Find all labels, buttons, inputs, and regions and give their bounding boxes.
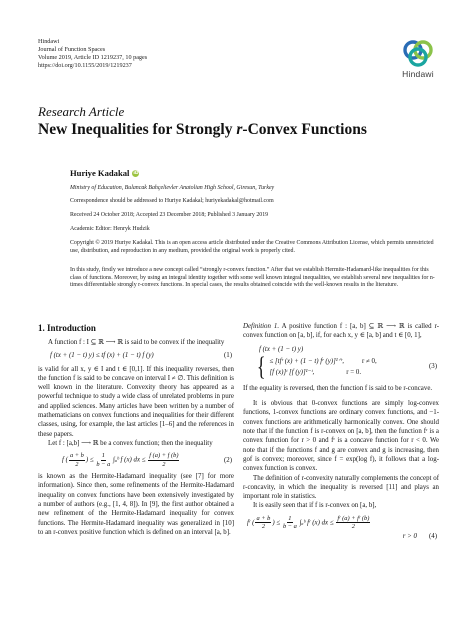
abstract: In this study, firstly we introduce a new concept called “strongly r-convex function.” After that we establish Hermite-Hadamard-like inequalities for this class of functions. Moreover, by using an integral identity together with some well known integral inequalities, we establish several new inequalities for n-times differentiable strongly r-convex functions. In special cases, the results obtained coincide with the well-known results in the literature.: [70, 267, 435, 289]
hindawi-logo: [396, 38, 440, 79]
author: [70, 168, 139, 178]
equation-2-body: f ( $\frac{a + b}{2}$ ) ≤ $\frac{1}{b - a}$ ∫ₐᵇ f (x) dx ≤ $\frac{f (a) + f (b)}{2}$: [62, 452, 179, 468]
equation-3-case-1: ≤ [tfʳ (x) + (1 − t) fʳ (y)]¹ᐟʳ,: [269, 357, 344, 365]
definition-label: Definition 1.: [243, 323, 280, 330]
right-paragraph-1: If the equality is reversed, then the function f is said to be r-concave.: [243, 384, 433, 392]
equation-1: [38, 351, 234, 360]
affiliation: Ministry of Education, Bulancak Bahçelievler Anatolian High School, Giresun, Turkey: [70, 185, 275, 191]
right-paragraph-3: The definition of r-convexity naturally complements the concept of r-concavity, in which the inequality is reversed [11] and plays an important role in statistics.: [243, 474, 439, 501]
hindawi-logo-icon: [401, 38, 435, 68]
equation-3-number: (3): [428, 363, 437, 371]
title-part-2: -Convex Functions: [242, 121, 367, 138]
orcid-icon[interactable]: iD: [133, 170, 139, 176]
definition-text: A positive function f : [a, b] ⊆ ℝ ⟶ ℝ is called r-convex function on [a, b], if, for each x, y ∈ [a, b] and t ∈ [0, 1],: [243, 323, 439, 340]
left-paragraph-1: A function f : I ⊆ ℝ ⟶ ℝ is said to be convex if the inequality: [48, 339, 225, 346]
left-column: [38, 338, 234, 537]
right-column: [243, 322, 439, 545]
article-type: Research Article: [38, 104, 125, 119]
equation-3-top: f (tx + (1 − t) y): [259, 345, 304, 353]
equation-4-tail: [243, 532, 439, 541]
left-paragraph-2: is valid for all x, y ∈ I and t ∈ [0,1]. If this inequality reverses, then the function f is said to be concave on interval I ≠ ∅. This definition is well known in the literature. Convexity theory has appeared as a powerful technique to study a wide class of unrelated problems in pure and applied sciences. Many articles have been written by a number of mathematicians on convex functions and inequalities for their different classes, using, for example, the last articles [1–6] and the references in these papers.: [38, 365, 234, 438]
right-paragraph-4: It is easily seen that if f is r-convex on [a, b],: [253, 502, 377, 510]
left-paragraph-3: Let f : [a,b] ⟶ ℝ be a convex function; then the inequality: [48, 439, 213, 447]
dates: Received 24 October 2018; Accepted 23 December 2018; Published 3 January 2019: [70, 212, 269, 218]
logo-text: Hindawi: [402, 69, 434, 79]
academic-editor: Academic Editor: Henryk Hudzik: [70, 226, 150, 232]
equation-4: [243, 515, 439, 531]
correspondence: Correspondence should be addressed to Huriye Kadakal; huriyekadakal@hotmail.com: [70, 198, 274, 204]
publisher: Hindawi: [38, 38, 60, 45]
copyright: Copyright © 2019 Huriye Kadakal. This is an open access article distributed under the Creative Commons Attribution License, which permits unrestricted use, distribution, and reproduction in any medium, provided the original work is properly cited.: [70, 240, 434, 254]
definition-1: [243, 322, 439, 341]
equation-2: [38, 452, 234, 468]
equation-3-cond-1: r ≠ 0,: [362, 357, 377, 365]
equation-4-cond: r > 0: [402, 532, 417, 540]
equation-2-number: (2): [223, 456, 232, 464]
equation-4-number: (4): [428, 532, 437, 540]
brace-glyph: {: [256, 351, 266, 381]
title-part-1: New Inequalities for Strongly: [38, 121, 237, 138]
title-part-r: r: [236, 121, 243, 138]
equation-3-case-2: [f (x)]ᵗ [f (y)]¹⁻ᵗ,: [269, 368, 315, 376]
equation-1-number: (1): [223, 352, 232, 360]
equation-3: [243, 351, 439, 381]
doi-link[interactable]: https://doi.org/10.1155/2019/1219237: [38, 62, 132, 69]
author-name: Huriye Kadakal: [70, 168, 130, 178]
section-heading: 1. Introduction: [38, 323, 96, 333]
equation-1-body: f (tx + (1 − t) y) ≤ tf (x) + (1 − t) f (y): [50, 352, 154, 360]
right-paragraph-2: It is obvious that 0-convex functions are simply log-convex functions, 1-convex functions are ordinary convex functions, and −1-convex functions are arithmetically harmonically convex. One should note that if the function f is r-convex on [a, b], then the function fʳ is a convex function for r > 0 and fʳ is a concave function for r < 0. We note that if the functions f and g are convex and g is increasing, then gof is convex; moreover, since f = exp(log f), it follows that a log-convex function is convex.: [243, 400, 439, 473]
left-paragraph-4: is known as the Hermite-Hadamard inequality (see [7] for more information). Since then, some refinements of the Hermite-Hadamard inequality on convex functions have been extensively investigated by a number of authors (e.g., [1, 4, 8]). In [9], the first author obtained a new refinement of the Hermite-Hadamard inequality for convex functions. The Hermite-Hadamard inequality was generalized in [10] to an r-convex positive function which is defined on an interval [a, b].: [38, 473, 234, 536]
volume-line: Volume 2019, Article ID 1219237, 10 pages: [38, 54, 148, 61]
article-title: [38, 121, 367, 139]
equation-3-cond-2: r = 0.: [346, 368, 362, 376]
equation-4-body: fʳ ( $\frac{a + b}{2}$ ) ≤ $\frac{1}{b - a}$ ∫ₐᵇ fʳ (x) dx ≤ $\frac{\text{fʳ (a) + fʳ (b)}}{2}$: [247, 514, 370, 531]
journal-name: Journal of Function Spaces: [38, 46, 106, 53]
journal-info: [38, 38, 147, 70]
